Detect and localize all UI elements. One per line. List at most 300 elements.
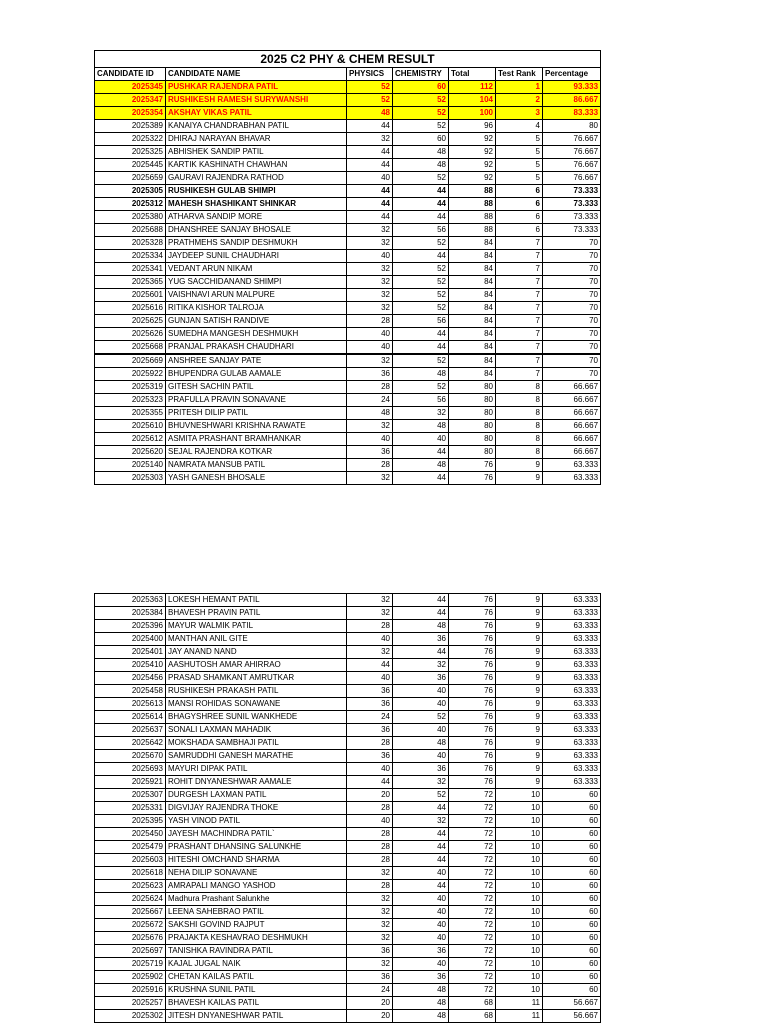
table-row — [95, 932, 601, 945]
physics-cell: 32 — [347, 919, 393, 932]
candidate-id-cell: 2025668 — [95, 341, 166, 355]
physics-cell: 32 — [347, 646, 393, 659]
table-row — [95, 107, 601, 120]
total-cell: 84 — [449, 263, 496, 276]
percentage-cell: 70 — [543, 354, 601, 368]
total-cell: 76 — [449, 633, 496, 646]
physics-cell: 44 — [347, 198, 393, 211]
candidate-name-cell: CHETAN KAILAS PATIL — [166, 971, 347, 984]
test-rank-cell: 7 — [496, 368, 543, 381]
table-row — [95, 328, 601, 341]
physics-cell: 44 — [347, 120, 393, 133]
table-row — [95, 81, 601, 94]
chemistry-cell: 44 — [393, 841, 449, 854]
chemistry-cell: 36 — [393, 633, 449, 646]
test-rank-cell: 7 — [496, 354, 543, 368]
total-cell: 72 — [449, 815, 496, 828]
table-row — [95, 394, 601, 407]
percentage-cell: 63.333 — [543, 633, 601, 646]
total-cell: 72 — [449, 945, 496, 958]
result-table-bottom — [94, 593, 601, 1023]
table-row — [95, 867, 601, 880]
total-cell: 68 — [449, 997, 496, 1010]
chemistry-cell: 52 — [393, 711, 449, 724]
physics-cell: 20 — [347, 997, 393, 1010]
candidate-id-cell: 2025620 — [95, 446, 166, 459]
candidate-id-cell: 2025302 — [95, 1010, 166, 1023]
candidate-id-cell: 2025305 — [95, 185, 166, 198]
candidate-name-cell: RUSHIKESH RAMESH SURYWANSHI — [166, 94, 347, 107]
test-rank-cell: 10 — [496, 789, 543, 802]
table-row — [95, 185, 601, 198]
candidate-name-cell: MAYUR WALMIK PATIL — [166, 620, 347, 633]
table-row — [95, 368, 601, 381]
chemistry-cell: 32 — [393, 407, 449, 420]
table-row — [95, 958, 601, 971]
table-row — [95, 672, 601, 685]
candidate-id-cell: 2025626 — [95, 328, 166, 341]
candidate-name-cell: KRUSHNA SUNIL PATIL — [166, 984, 347, 997]
percentage-cell: 73.333 — [543, 198, 601, 211]
candidate-id-cell: 2025618 — [95, 867, 166, 880]
candidate-id-cell: 2025303 — [95, 472, 166, 485]
col-header-percentage: Percentage — [543, 68, 601, 81]
chemistry-cell: 48 — [393, 368, 449, 381]
table-row — [95, 880, 601, 893]
candidate-name-cell: SUMEDHA MANGESH DESHMUKH — [166, 328, 347, 341]
total-cell: 72 — [449, 958, 496, 971]
physics-cell: 40 — [347, 172, 393, 185]
candidate-name-cell: PRASHANT DHANSING SALUNKHE — [166, 841, 347, 854]
total-cell: 76 — [449, 724, 496, 737]
candidate-name-cell: ASMITA PRASHANT BRAMHANKAR — [166, 433, 347, 446]
total-cell: 72 — [449, 828, 496, 841]
test-rank-cell: 10 — [496, 880, 543, 893]
percentage-cell: 56.667 — [543, 1010, 601, 1023]
candidate-name-cell: HITESHI OMCHAND SHARMA — [166, 854, 347, 867]
chemistry-cell: 52 — [393, 120, 449, 133]
candidate-id-cell: 2025323 — [95, 394, 166, 407]
candidate-id-cell: 2025456 — [95, 672, 166, 685]
percentage-cell: 93.333 — [543, 81, 601, 94]
test-rank-cell: 9 — [496, 776, 543, 789]
candidate-id-cell: 2025354 — [95, 107, 166, 120]
total-cell: 80 — [449, 381, 496, 394]
test-rank-cell: 9 — [496, 659, 543, 672]
test-rank-cell: 3 — [496, 107, 543, 120]
candidate-name-cell: SEJAL RAJENDRA KOTKAR — [166, 446, 347, 459]
candidate-id-cell: 2025401 — [95, 646, 166, 659]
chemistry-cell: 48 — [393, 420, 449, 433]
test-rank-cell: 9 — [496, 685, 543, 698]
total-cell: 76 — [449, 620, 496, 633]
chemistry-cell: 44 — [393, 828, 449, 841]
chemistry-cell: 52 — [393, 237, 449, 250]
table-row — [95, 302, 601, 315]
test-rank-cell: 9 — [496, 737, 543, 750]
table-row — [95, 1010, 601, 1023]
candidate-id-cell: 2025312 — [95, 198, 166, 211]
percentage-cell: 73.333 — [543, 211, 601, 224]
percentage-cell: 60 — [543, 854, 601, 867]
candidate-name-cell: SAKSHI GOVIND RAJPUT — [166, 919, 347, 932]
candidate-id-cell: 2025396 — [95, 620, 166, 633]
table-row — [95, 446, 601, 459]
total-cell: 76 — [449, 711, 496, 724]
candidate-id-cell: 2025257 — [95, 997, 166, 1010]
test-rank-cell: 10 — [496, 815, 543, 828]
chemistry-cell: 48 — [393, 737, 449, 750]
percentage-cell: 66.667 — [543, 433, 601, 446]
candidate-id-cell: 2025623 — [95, 880, 166, 893]
physics-cell: 28 — [347, 620, 393, 633]
candidate-name-cell: VAISHNAVI ARUN MALPURE — [166, 289, 347, 302]
total-cell: 76 — [449, 672, 496, 685]
table-row — [95, 472, 601, 485]
candidate-name-cell: ANSHREE SANJAY PATE — [166, 354, 347, 368]
candidate-name-cell: MAYURI DIPAK PATIL — [166, 763, 347, 776]
candidate-name-cell: RITIKA KISHOR TALROJA — [166, 302, 347, 315]
physics-cell: 32 — [347, 594, 393, 607]
candidate-name-cell: DHIRAJ NARAYAN BHAVAR — [166, 133, 347, 146]
percentage-cell: 66.667 — [543, 381, 601, 394]
chemistry-cell: 44 — [393, 802, 449, 815]
test-rank-cell: 9 — [496, 459, 543, 472]
physics-cell: 28 — [347, 828, 393, 841]
candidate-name-cell: DIGVIJAY RAJENDRA THOKE — [166, 802, 347, 815]
physics-cell: 36 — [347, 750, 393, 763]
candidate-id-cell: 2025410 — [95, 659, 166, 672]
physics-cell: 40 — [347, 633, 393, 646]
chemistry-cell: 44 — [393, 328, 449, 341]
candidate-id-cell: 2025140 — [95, 459, 166, 472]
candidate-name-cell: LEENA SAHEBRAO PATIL — [166, 906, 347, 919]
table-row — [95, 276, 601, 289]
percentage-cell: 66.667 — [543, 446, 601, 459]
candidate-name-cell: BHUPENDRA GULAB AAMALE — [166, 368, 347, 381]
total-cell: 96 — [449, 120, 496, 133]
table-row — [95, 659, 601, 672]
candidate-name-cell: ATHARVA SANDIP MORE — [166, 211, 347, 224]
test-rank-cell: 10 — [496, 984, 543, 997]
candidate-id-cell: 2025672 — [95, 919, 166, 932]
candidate-id-cell: 2025921 — [95, 776, 166, 789]
candidate-name-cell: PRITESH DILIP PATIL — [166, 407, 347, 420]
header-row — [95, 68, 601, 81]
chemistry-cell: 44 — [393, 472, 449, 485]
chemistry-cell: 48 — [393, 146, 449, 159]
physics-cell: 32 — [347, 302, 393, 315]
percentage-cell: 63.333 — [543, 737, 601, 750]
physics-cell: 40 — [347, 672, 393, 685]
candidate-id-cell: 2025624 — [95, 893, 166, 906]
table-row — [95, 172, 601, 185]
candidate-id-cell: 2025614 — [95, 711, 166, 724]
test-rank-cell: 9 — [496, 620, 543, 633]
candidate-name-cell: MAHESH SHASHIKANT SHINKAR — [166, 198, 347, 211]
percentage-cell: 63.333 — [543, 711, 601, 724]
candidate-name-cell: PRATHMEHS SANDIP DESHMUKH — [166, 237, 347, 250]
percentage-cell: 66.667 — [543, 394, 601, 407]
physics-cell: 28 — [347, 880, 393, 893]
total-cell: 76 — [449, 776, 496, 789]
candidate-id-cell: 2025637 — [95, 724, 166, 737]
percentage-cell: 66.667 — [543, 420, 601, 433]
percentage-cell: 63.333 — [543, 672, 601, 685]
test-rank-cell: 9 — [496, 472, 543, 485]
total-cell: 84 — [449, 289, 496, 302]
candidate-id-cell: 2025341 — [95, 263, 166, 276]
table-row — [95, 815, 601, 828]
candidate-id-cell: 2025363 — [95, 594, 166, 607]
percentage-cell: 63.333 — [543, 698, 601, 711]
test-rank-cell: 9 — [496, 607, 543, 620]
total-cell: 80 — [449, 407, 496, 420]
physics-cell: 24 — [347, 394, 393, 407]
candidate-id-cell: 2025334 — [95, 250, 166, 263]
table-row — [95, 737, 601, 750]
table-row — [95, 146, 601, 159]
percentage-cell: 63.333 — [543, 620, 601, 633]
candidate-name-cell: DHANSHREE SANJAY BHOSALE — [166, 224, 347, 237]
total-cell: 80 — [449, 446, 496, 459]
percentage-cell: 63.333 — [543, 646, 601, 659]
chemistry-cell: 36 — [393, 672, 449, 685]
table-row — [95, 354, 601, 368]
table-row — [95, 711, 601, 724]
total-cell: 72 — [449, 802, 496, 815]
total-cell: 84 — [449, 328, 496, 341]
table-row — [95, 828, 601, 841]
chemistry-cell: 52 — [393, 302, 449, 315]
candidate-name-cell: YUG SACCHIDANAND SHIMPI — [166, 276, 347, 289]
total-cell: 72 — [449, 984, 496, 997]
percentage-cell: 70 — [543, 263, 601, 276]
test-rank-cell: 2 — [496, 94, 543, 107]
table-row — [95, 211, 601, 224]
chemistry-cell: 36 — [393, 763, 449, 776]
chemistry-cell: 44 — [393, 250, 449, 263]
physics-cell: 32 — [347, 224, 393, 237]
candidate-id-cell: 2025325 — [95, 146, 166, 159]
total-cell: 76 — [449, 737, 496, 750]
total-cell: 88 — [449, 211, 496, 224]
chemistry-cell: 40 — [393, 724, 449, 737]
chemistry-cell: 60 — [393, 81, 449, 94]
percentage-cell: 63.333 — [543, 685, 601, 698]
table-row — [95, 685, 601, 698]
candidate-name-cell: SONALI LAXMAN MAHADIK — [166, 724, 347, 737]
percentage-cell: 70 — [543, 289, 601, 302]
chemistry-cell: 44 — [393, 854, 449, 867]
total-cell: 92 — [449, 159, 496, 172]
candidate-id-cell: 2025625 — [95, 315, 166, 328]
candidate-id-cell: 2025902 — [95, 971, 166, 984]
table-row — [95, 341, 601, 355]
candidate-name-cell: MANTHAN ANIL GITE — [166, 633, 347, 646]
total-cell: 80 — [449, 394, 496, 407]
table-row — [95, 250, 601, 263]
table-row — [95, 620, 601, 633]
percentage-cell: 60 — [543, 906, 601, 919]
total-cell: 76 — [449, 459, 496, 472]
test-rank-cell: 10 — [496, 867, 543, 880]
test-rank-cell: 8 — [496, 381, 543, 394]
percentage-cell: 63.333 — [543, 750, 601, 763]
percentage-cell: 60 — [543, 802, 601, 815]
candidate-name-cell: GUNJAN SATISH RANDIVE — [166, 315, 347, 328]
chemistry-cell: 48 — [393, 459, 449, 472]
total-cell: 92 — [449, 146, 496, 159]
test-rank-cell: 7 — [496, 302, 543, 315]
total-cell: 84 — [449, 315, 496, 328]
table-row — [95, 841, 601, 854]
test-rank-cell: 7 — [496, 263, 543, 276]
candidate-name-cell: YASH GANESH BHOSALE — [166, 472, 347, 485]
candidate-name-cell: TANISHKA RAVINDRA PATIL — [166, 945, 347, 958]
table-row — [95, 289, 601, 302]
physics-cell: 32 — [347, 472, 393, 485]
candidate-name-cell: JITESH DNYANESHWAR PATIL — [166, 1010, 347, 1023]
table-row — [95, 237, 601, 250]
candidate-name-cell: KANAIYA CHANDRABHAN PATIL — [166, 120, 347, 133]
candidate-id-cell: 2025380 — [95, 211, 166, 224]
total-cell: 76 — [449, 659, 496, 672]
test-rank-cell: 11 — [496, 997, 543, 1010]
candidate-id-cell: 2025355 — [95, 407, 166, 420]
candidate-id-cell: 2025601 — [95, 289, 166, 302]
physics-cell: 40 — [347, 815, 393, 828]
candidate-id-cell: 2025395 — [95, 815, 166, 828]
physics-cell: 28 — [347, 737, 393, 750]
table-row — [95, 459, 601, 472]
candidate-id-cell: 2025479 — [95, 841, 166, 854]
table-row — [95, 919, 601, 932]
percentage-cell: 60 — [543, 841, 601, 854]
test-rank-cell: 7 — [496, 289, 543, 302]
physics-cell: 32 — [347, 133, 393, 146]
candidate-id-cell: 2025612 — [95, 433, 166, 446]
total-cell: 84 — [449, 250, 496, 263]
chemistry-cell: 60 — [393, 133, 449, 146]
test-rank-cell: 8 — [496, 433, 543, 446]
candidate-name-cell: AASHUTOSH AMAR AHIRRAO — [166, 659, 347, 672]
table-row — [95, 906, 601, 919]
total-cell: 76 — [449, 594, 496, 607]
test-rank-cell: 6 — [496, 224, 543, 237]
test-rank-cell: 6 — [496, 185, 543, 198]
total-cell: 100 — [449, 107, 496, 120]
total-cell: 76 — [449, 763, 496, 776]
percentage-cell: 60 — [543, 815, 601, 828]
percentage-cell: 83.333 — [543, 107, 601, 120]
candidate-name-cell: BHAVESH PRAVIN PATIL — [166, 607, 347, 620]
candidate-name-cell: VEDANT ARUN NIKAM — [166, 263, 347, 276]
col-header-test-rank: Test Rank — [496, 68, 543, 81]
candidate-id-cell: 2025450 — [95, 828, 166, 841]
test-rank-cell: 10 — [496, 971, 543, 984]
test-rank-cell: 4 — [496, 120, 543, 133]
chemistry-cell: 52 — [393, 354, 449, 368]
total-cell: 72 — [449, 932, 496, 945]
candidate-name-cell: PRANJAL PRAKASH CHAUDHARI — [166, 341, 347, 355]
candidate-id-cell: 2025670 — [95, 750, 166, 763]
physics-cell: 40 — [347, 250, 393, 263]
percentage-cell: 63.333 — [543, 472, 601, 485]
candidate-name-cell: MOKSHADA SAMBHAJI PATIL — [166, 737, 347, 750]
candidate-id-cell: 2025603 — [95, 854, 166, 867]
test-rank-cell: 8 — [496, 446, 543, 459]
candidate-id-cell: 2025322 — [95, 133, 166, 146]
test-rank-cell: 10 — [496, 893, 543, 906]
test-rank-cell: 9 — [496, 672, 543, 685]
chemistry-cell: 40 — [393, 685, 449, 698]
total-cell: 72 — [449, 919, 496, 932]
test-rank-cell: 10 — [496, 841, 543, 854]
chemistry-cell: 44 — [393, 185, 449, 198]
table-row — [95, 854, 601, 867]
total-cell: 80 — [449, 420, 496, 433]
candidate-id-cell: 2025916 — [95, 984, 166, 997]
col-header-candidate-name: CANDIDATE NAME — [166, 68, 347, 81]
table-row — [95, 607, 601, 620]
percentage-cell: 63.333 — [543, 594, 601, 607]
test-rank-cell: 10 — [496, 958, 543, 971]
physics-cell: 32 — [347, 289, 393, 302]
percentage-cell: 56.667 — [543, 997, 601, 1010]
total-cell: 68 — [449, 1010, 496, 1023]
test-rank-cell: 9 — [496, 724, 543, 737]
test-rank-cell: 9 — [496, 698, 543, 711]
candidate-id-cell: 2025400 — [95, 633, 166, 646]
percentage-cell: 76.667 — [543, 146, 601, 159]
physics-cell: 48 — [347, 107, 393, 120]
chemistry-cell: 44 — [393, 594, 449, 607]
candidate-name-cell: ROHIT DNYANESHWAR AAMALE — [166, 776, 347, 789]
candidate-id-cell: 2025922 — [95, 368, 166, 381]
percentage-cell: 76.667 — [543, 159, 601, 172]
candidate-name-cell: YASH VINOD PATIL — [166, 815, 347, 828]
test-rank-cell: 5 — [496, 146, 543, 159]
candidate-id-cell: 2025669 — [95, 354, 166, 368]
total-cell: 76 — [449, 750, 496, 763]
chemistry-cell: 32 — [393, 815, 449, 828]
table-row — [95, 945, 601, 958]
physics-cell: 44 — [347, 776, 393, 789]
table-row — [95, 133, 601, 146]
physics-cell: 32 — [347, 354, 393, 368]
test-rank-cell: 11 — [496, 1010, 543, 1023]
candidate-name-cell: BHUVNESHWARI KRISHNA RAWATE — [166, 420, 347, 433]
physics-cell: 28 — [347, 841, 393, 854]
physics-cell: 36 — [347, 698, 393, 711]
physics-cell: 44 — [347, 146, 393, 159]
chemistry-cell: 56 — [393, 224, 449, 237]
percentage-cell: 63.333 — [543, 724, 601, 737]
candidate-id-cell: 2025667 — [95, 906, 166, 919]
table-row — [95, 750, 601, 763]
total-cell: 76 — [449, 646, 496, 659]
total-cell: 84 — [449, 276, 496, 289]
test-rank-cell: 8 — [496, 407, 543, 420]
candidate-name-cell: NEHA DILIP SONAVANE — [166, 867, 347, 880]
chemistry-cell: 40 — [393, 893, 449, 906]
test-rank-cell: 6 — [496, 211, 543, 224]
test-rank-cell: 7 — [496, 237, 543, 250]
physics-cell: 48 — [347, 407, 393, 420]
test-rank-cell: 7 — [496, 315, 543, 328]
percentage-cell: 60 — [543, 880, 601, 893]
